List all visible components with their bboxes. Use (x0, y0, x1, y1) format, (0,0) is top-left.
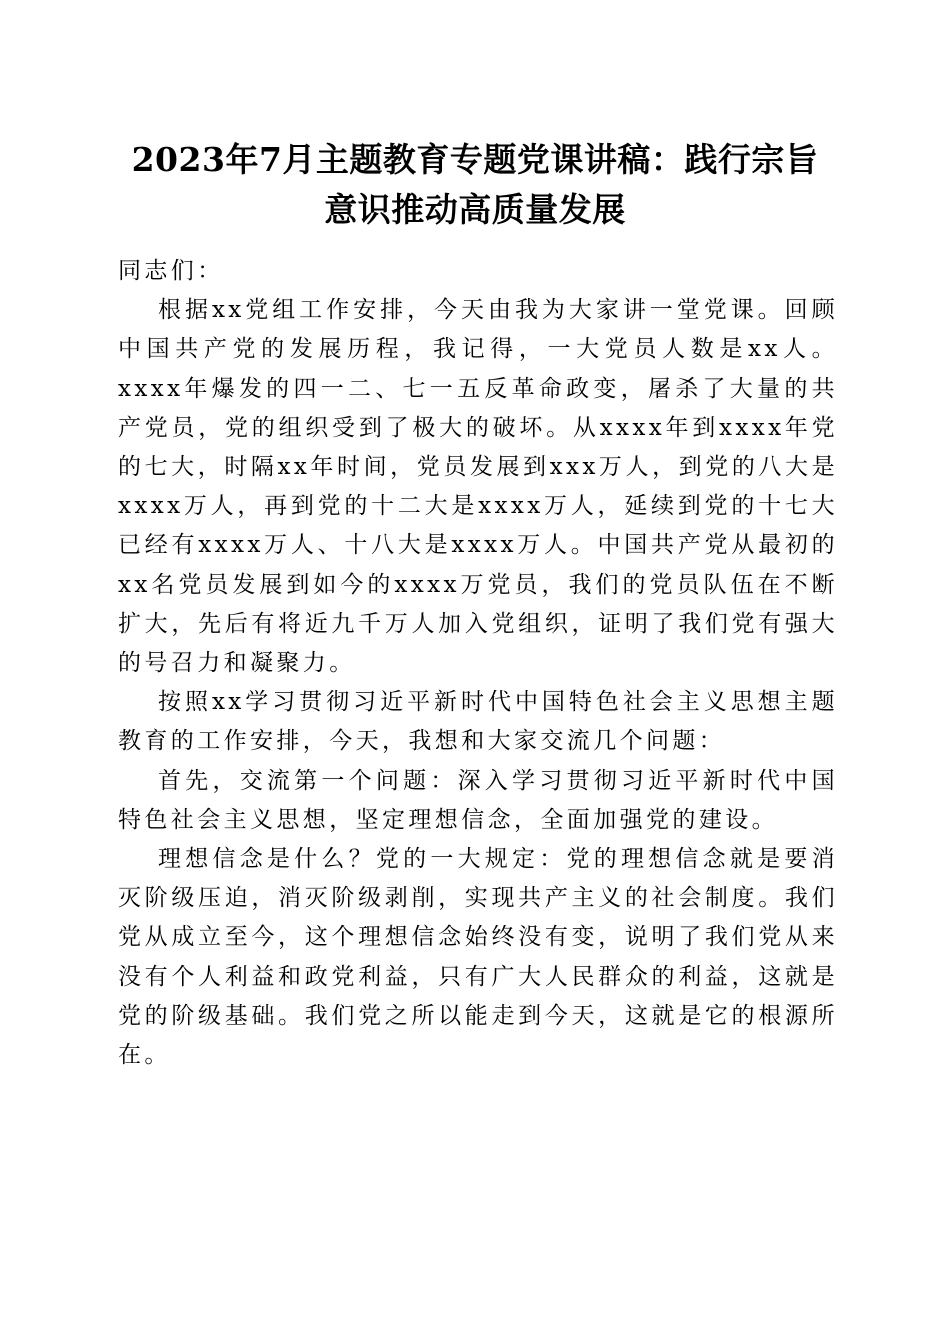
paragraph-arrangement: 按照xx学习贯彻习近平新时代中国特色社会主义思想主题教育的工作安排，今天，我想和大家交流几个问题： (118, 689, 838, 755)
salutation: 同志们： (118, 258, 224, 284)
paragraph-ideals-beliefs: 理想信念是什么？党的一大规定：党的理想信念就是要消灭阶级压迫，消灭阶级剥削，实现共产主义的社会制度。我们党从成立至今，这个理想信念始终没有变，说明了我们党从来没有个人利益和政党利益，只有广大人民群众的利益，这就是党的阶级基础。我们党之所以能走到今天，这就是它的根源所在。 (118, 846, 838, 1069)
title-line-1: 2023年7月主题教育专题党课讲稿：践行宗旨 (131, 140, 819, 179)
title-line-2: 意识推动高质量发展 (324, 190, 626, 229)
paragraph-first-issue: 首先，交流第一个问题：深入学习贯彻习近平新时代中国特色社会主义思想，坚定理想信念，全面加强党的建设。 (118, 767, 838, 833)
document-title (100, 135, 850, 235)
paragraph-party-history: 根据xx党组工作安排，今天由我为大家讲一堂党课。回顾中国共产党的发展历程，我记得，一大党员人数是xx人。xxxx年爆发的四一二、七一五反革命政变，屠杀了大量的共产党员，党的组织受到了极大的破坏。从xxxx年到xxxx年党的七大，时隔xx年时间，党员发展到xxx万人，到党的八大是xxxx万人，再到党的十二大是xxxx万人，延续到党的十七大已经有xxxx万人、十八大是xxxx万人。中国共产党从最初的xx名党员发展到如今的xxxx万党员，我们的党员队伍在不断扩大，先后有将近九千万人加入党组织，证明了我们党有强大的号召力和凝聚力。 (118, 297, 838, 677)
document-body (118, 252, 838, 1075)
